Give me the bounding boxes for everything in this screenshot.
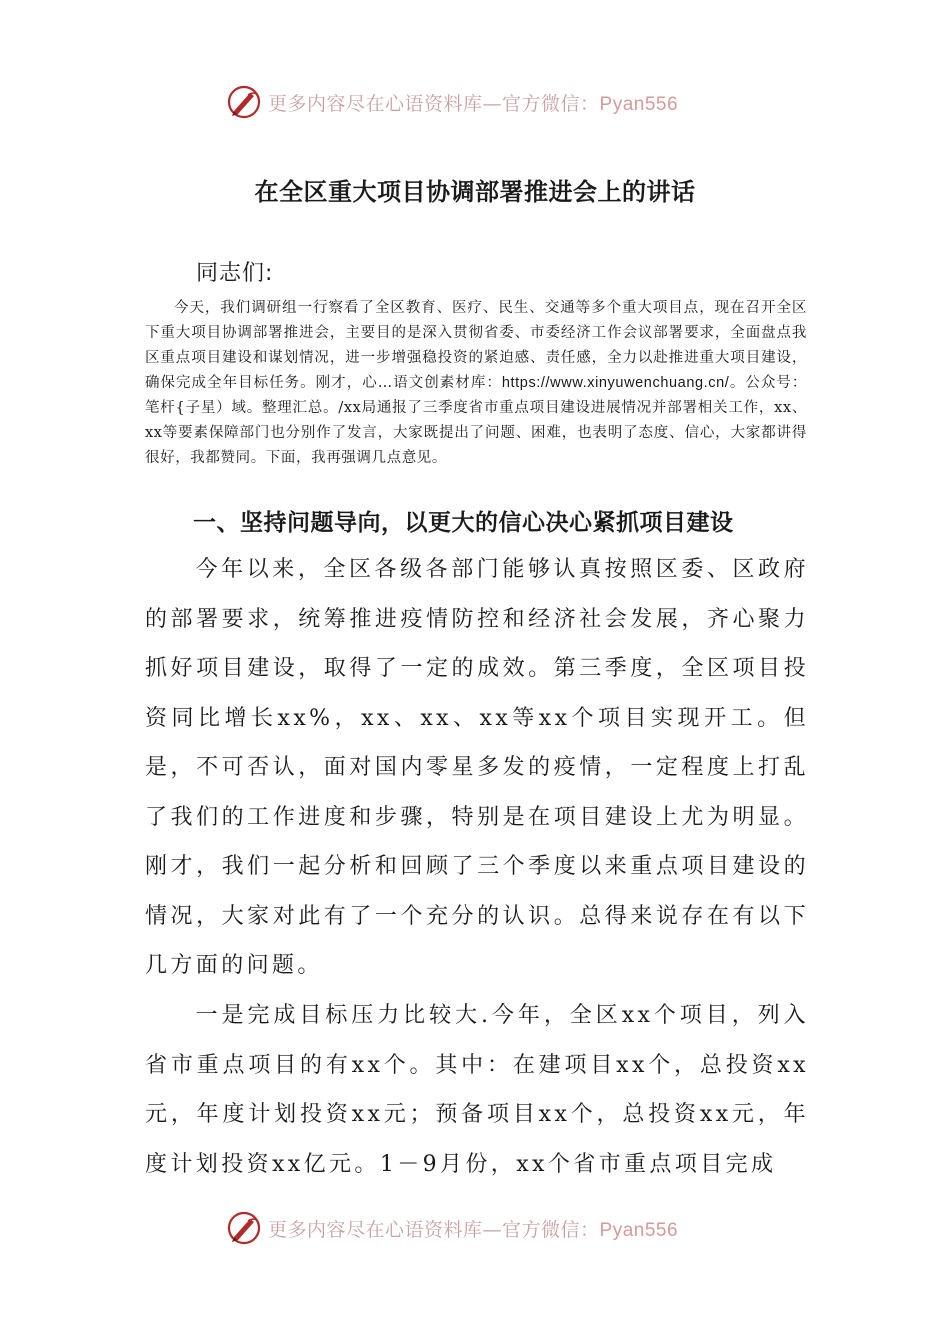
greeting: 同志们: (196, 261, 274, 286)
pen-logo-icon (226, 84, 262, 120)
banner-label: 官方微信： (502, 92, 600, 115)
banner-wechat-id: Pyan556 (599, 1219, 679, 1241)
header-banner (226, 82, 746, 122)
banner-separator: — (482, 92, 503, 115)
intro-text-1: 今天，我们调研组一行察看了全区教育、医疗、民生、交通等多个重大项目点，现在召开全区下重大项目协调部署推进会，主要目的是深入贯彻省委、市委经济工作会议部署要求，全面盘点我区重点项目建设和谋划情况，进一步增强稳投资的紧迫感、责任感，全力以赴推进重大项目建设，确保完成全年目标任务。刚才，心…语文创素材库： (145, 300, 807, 391)
banner-text (268, 1215, 678, 1242)
banner-slogan: 更多内容尽在心语资料库 (268, 92, 483, 115)
document-title: 在全区重大项目协调部署推进会上的讲话 (254, 178, 696, 206)
banner-separator: — (482, 1218, 503, 1241)
banner-wechat-id: Pyan556 (599, 93, 679, 115)
body-paragraph-1: 今年以来，全区各级各部门能够认真按照区委、区政府的部署要求，统筹推进疫情防控和经济社会发展，齐心聚力抓好项目建设，取得了一定的成效。第三季度，全区项目投资同比增长xx%，xx、xx、xx等xx个项目实现开工。但是，不可否认，面对国内零星多发的疫情，一定程度上打乱了我们的工作进度和步骤，特别是在项目建设上尤为明显。刚才，我们一起分析和回顾了三个季度以来重点项目建设的情况，大家对此有了一个充分的认识。总得来说存在有以下几方面的问题。 (145, 557, 809, 978)
pen-logo-icon (226, 1210, 262, 1246)
section-heading: 一、坚持问题导向，以更大的信心决心紧抓项目建设 (193, 510, 734, 536)
banner-text (268, 89, 678, 116)
footer-banner (226, 1208, 746, 1248)
intro-text-2: 。公众号：笔杆{子星）域。整理汇总。/xx局通报了三季度省市重点项目建设进展情况并部署相关工作，xx、xx等要素保障部门也分别作了发言，大家既提出了问题、困难，也表明了态度、信心，大家都讲得很好，我都赞同。下面，我再强调几点意见。 (145, 375, 807, 466)
banner-label: 官方微信： (502, 1218, 600, 1241)
banner-slogan: 更多内容尽在心语资料库 (268, 1218, 483, 1241)
intro-paragraph (145, 296, 807, 471)
body-paragraph-2: 一是完成目标压力比较大.今年，全区xx个项目，列入省市重点项目的有xx个。其中：在建项目xx个，总投资xx元，年度计划投资xx元；预备项目xx个，总投资xx元，年度计划投资xx亿元。1－9月份，xx个省市重点项目完成 (145, 1003, 809, 1177)
intro-url: https://www.xinyuwenchuang.cn/ (501, 375, 730, 391)
